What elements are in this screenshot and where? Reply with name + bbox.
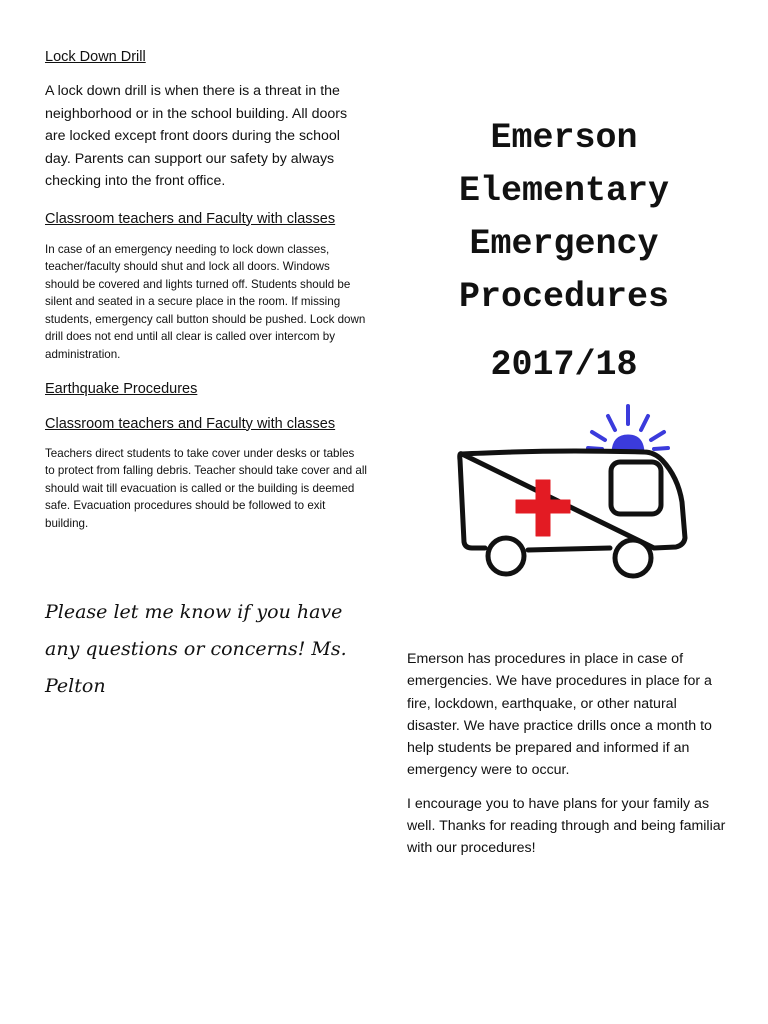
intro-paragraph-2: I encourage you to have plans for your family as well. Thanks for reading through and being familiar with our procedures! <box>407 795 726 857</box>
siren-light-icon <box>588 406 668 452</box>
lockdown-teachers-text: In case of an emergency needing to lock down classes, teacher/faculty should shut and lock all doors. Windows should be covered and lights turned off. Students should be silent and seated in a secure place in the room. If missing students, emergency call button should be pushed. Lock down drill does not end until all clear is called over intercom by administration. <box>45 242 366 362</box>
title-line-4: Procedures <box>458 277 670 317</box>
lockdown-description: A lock down drill is when there is a threat in the neighborhood or in the school building. All doors are locked except front doors during the school day. Parents can support our safety by always checking into the front office. <box>45 83 348 189</box>
front-wheel-icon <box>488 538 524 574</box>
title-line-1: Emerson <box>490 118 638 158</box>
earthquake-teachers-text: Teachers direct students to take cover under desks or tables to protect from falling debris. Teacher should take cover and all should wait till evacuation is called or the building is deemed safe. Evacuation procedures should be followed to exit building. <box>45 446 368 531</box>
brochure-title <box>400 112 728 392</box>
lockdown-heading: Lock Down Drill <box>45 49 146 65</box>
left-column <box>45 46 367 533</box>
title-line-2: Elementary <box>458 171 670 211</box>
lockdown-teachers-heading: Classroom teachers and Faculty with classes <box>45 210 336 227</box>
ambulance-body <box>460 451 685 550</box>
ambulance-icon <box>452 402 692 586</box>
title-line-3: Emergency <box>469 224 659 264</box>
intro-paragraph-1: Emerson has procedures in place in case of emergencies. We have procedures in place for a fire, lockdown, earthquake, or other natural disaster. We have practice drills once a month to help students be prepared and informed if an emergency were to occur. <box>407 651 712 779</box>
earthquake-teachers-heading: Classroom teachers and Faculty with classes <box>45 415 336 432</box>
title-year: 2017/18 <box>490 345 638 385</box>
ambulance-window <box>611 462 661 514</box>
rear-wheel-icon <box>615 540 651 576</box>
intro-section <box>407 648 727 860</box>
red-cross-icon <box>516 480 570 536</box>
closing-note: Please let me know if you have any questions or concerns! Ms. Pelton <box>45 601 347 697</box>
earthquake-heading: Earthquake Procedures <box>45 380 198 397</box>
